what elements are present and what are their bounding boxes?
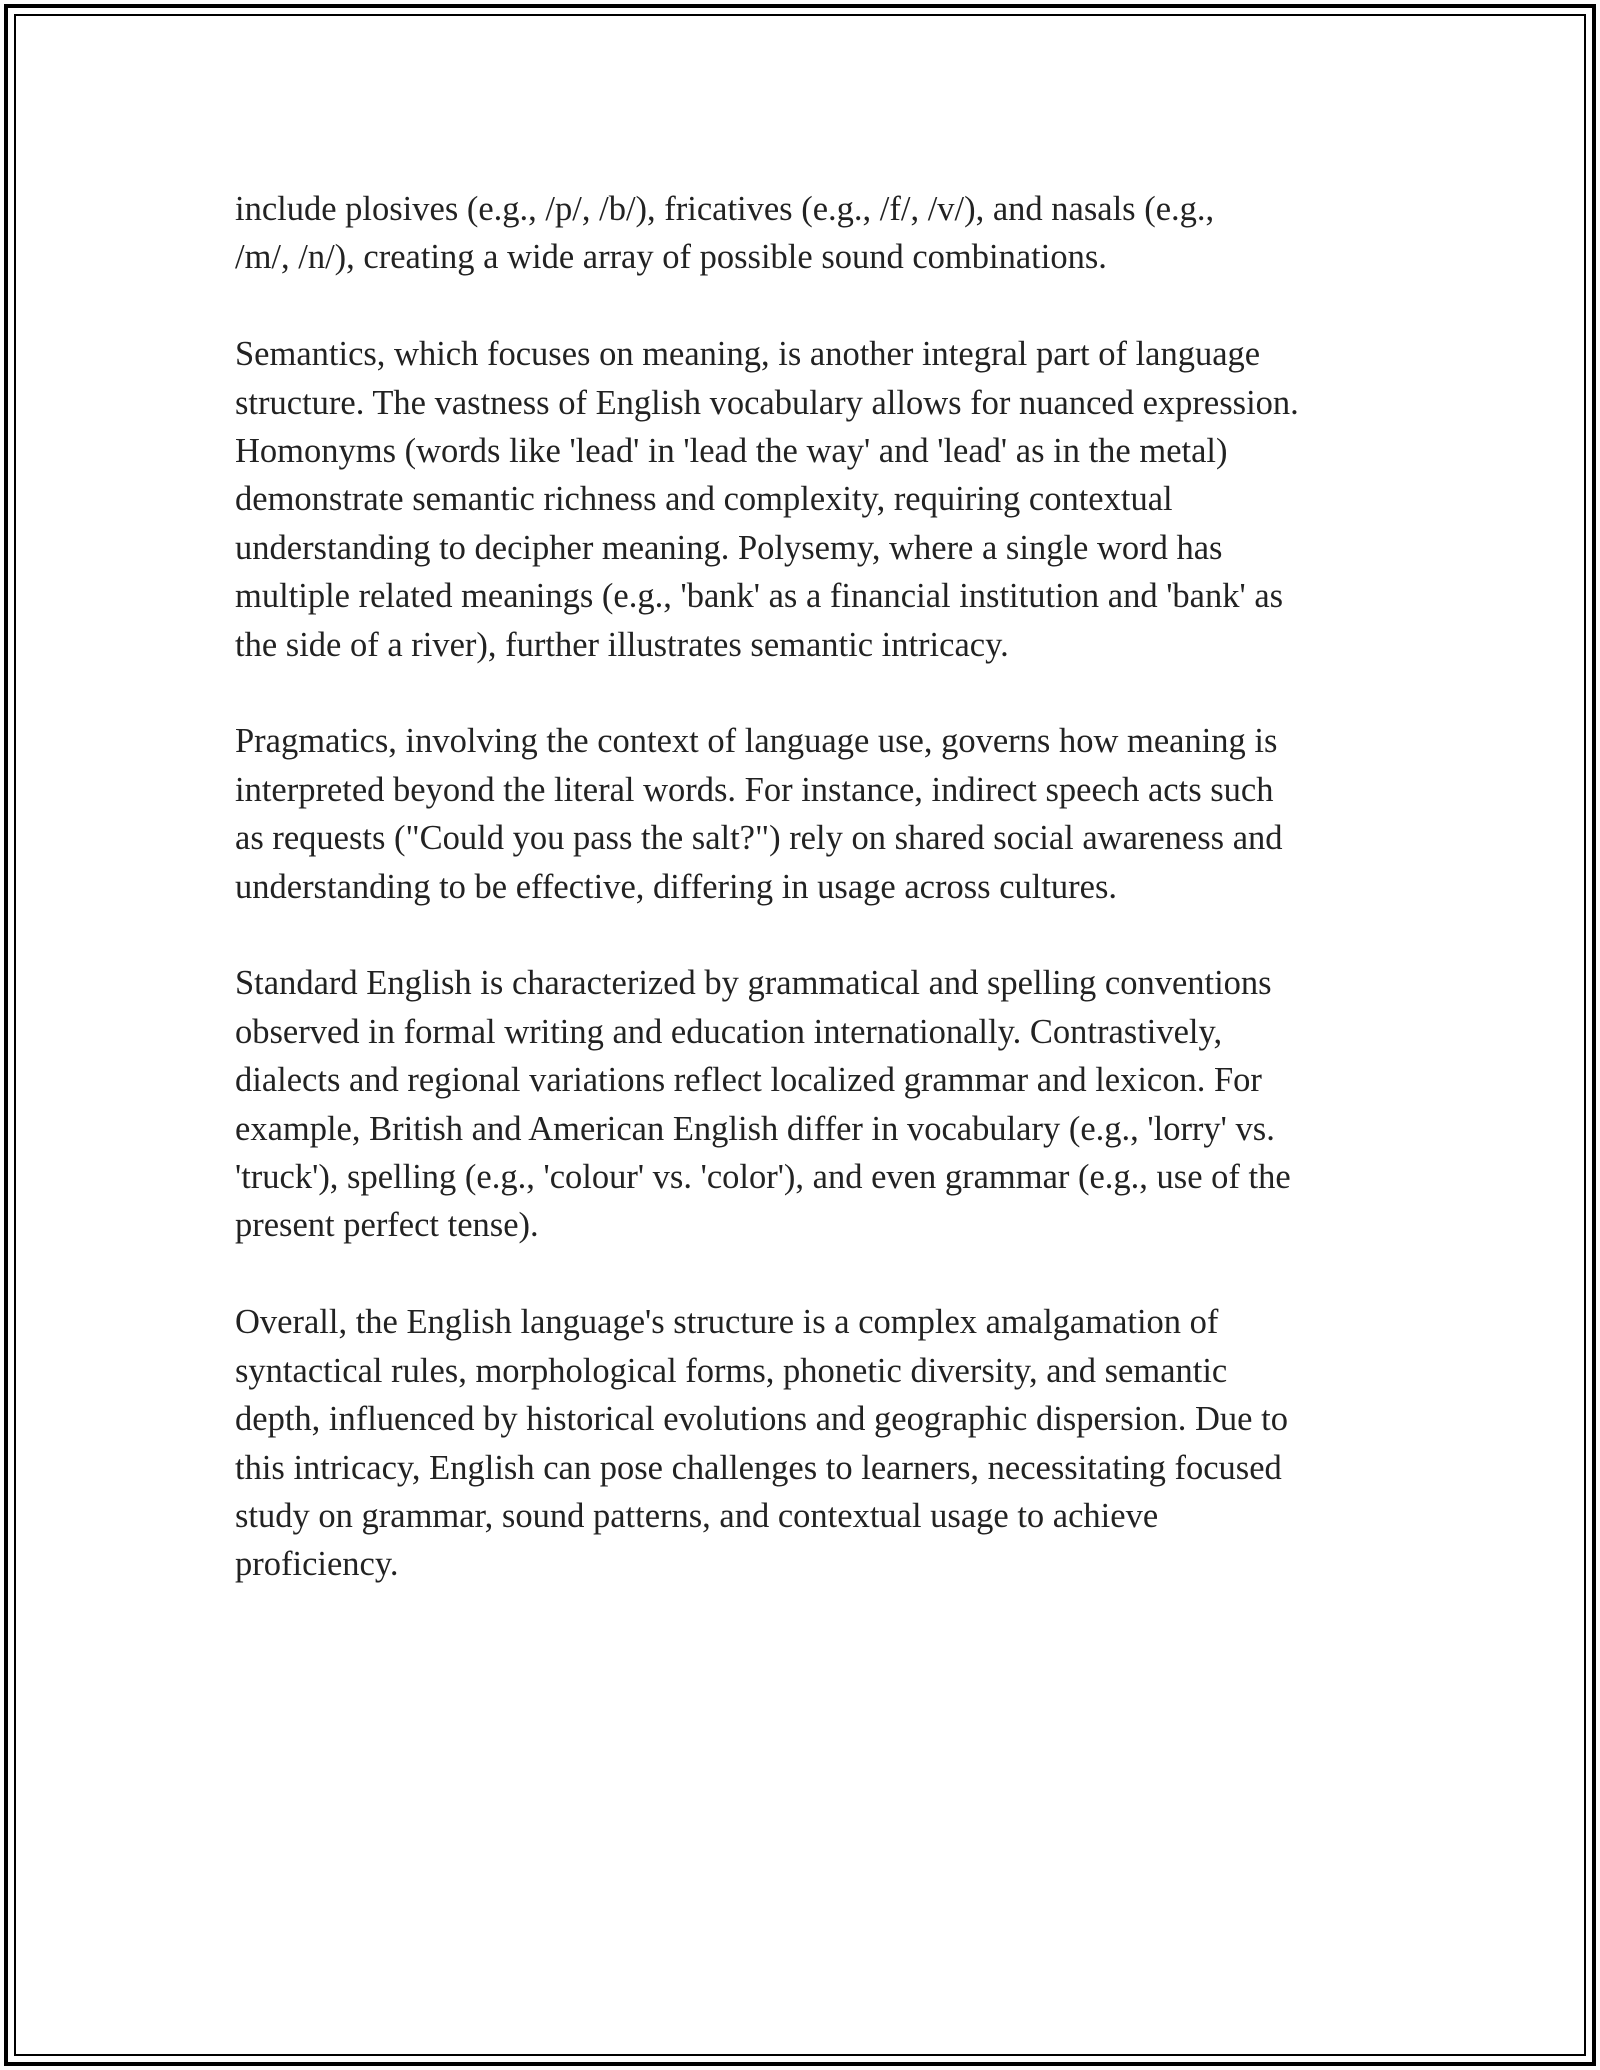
paragraph-semantics: Semantics, which focuses on meaning, is another integral part of language structure. The vastness of English vocabulary allows for nuanced expression. Homonyms (words like 'lead' in 'lead the way' and 'lead' as in the metal) demonstrate semantic richness and complexity, requiring contextual understanding to decipher meaning. Polysemy, where a single word has multiple related meanings (e.g., 'bank' as a financial institution and 'bank' as the side of a river), further illustrates semantic intricacy. [235,335,1299,664]
document-body [235,185,1375,1637]
paragraph-overall: Overall, the English language's structure is a complex amalgamation of syntactical rules, morphological forms, phonetic diversity, and semantic depth, influenced by historical evolutions and geographic dispersion. Due to this intricacy, English can pose challenges to learners, necessitating focused study on grammar, sound patterns, and contextual usage to achieve proficiency. [235,1303,1288,1584]
paragraph-standard-english: Standard English is characterized by grammatical and spelling conventions observed in formal writing and education internationally. Contrastively, dialects and regional variations reflect localized grammar and lexicon. For example, British and American English differ in vocabulary (e.g., 'lorry' vs. 'truck'), spelling (e.g., 'colour' vs. 'color'), and even grammar (e.g., use of the present perfect tense). [235,964,1291,1245]
paragraph-phonetics-continuation: include plosives (e.g., /p/, /b/), fricatives (e.g., /f/, /v/), and nasals (e.g., /m/, /n/), creating a wide array of possible sound combinations. [235,190,1215,277]
paragraph-pragmatics: Pragmatics, involving the context of language use, governs how meaning is interpreted beyond the literal words. For instance, indirect speech acts such as requests ("Could you pass the salt?") rely on shared social awareness and understanding to be effective, differing in usage across cultures. [235,722,1283,906]
